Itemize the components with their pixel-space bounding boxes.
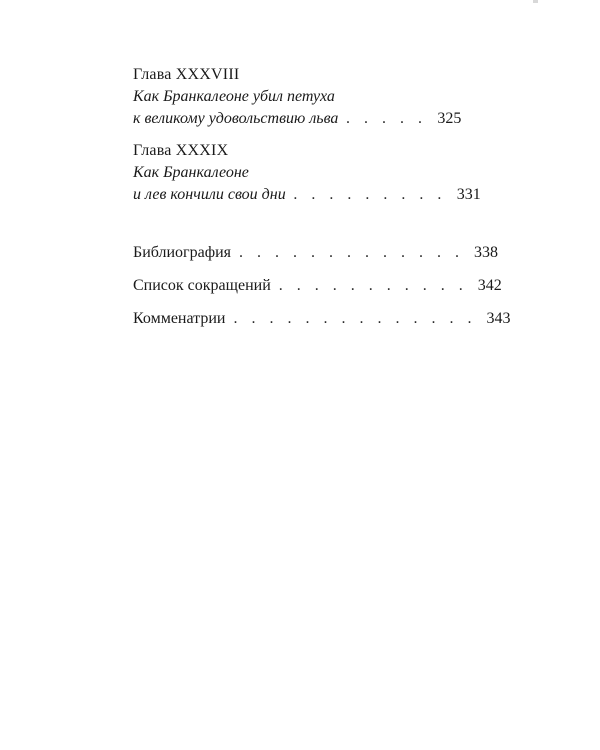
chapter-title-line: и лев кончили свои дни [133, 186, 286, 203]
chapter-title-row [133, 108, 461, 130]
page-number: 342 [477, 277, 502, 294]
chapter-title-row [133, 184, 481, 206]
toc-entry-commentary[interactable] [133, 308, 511, 330]
dot-leader: . . . . . . . . . [293, 186, 447, 203]
chapter-title-line: Как Бранкалеоне [133, 164, 249, 181]
dot-leader: . . . . . [346, 110, 428, 127]
chapter-heading: Глава XXXIX [133, 142, 229, 159]
page-number: 343 [486, 310, 511, 327]
chapter-title-line: к великому удовольствию льва [133, 110, 339, 127]
dot-leader: . . . . . . . . . . . . . . [233, 310, 477, 327]
page-number: 331 [456, 186, 481, 203]
page-corner-mark [533, 0, 538, 3]
section-spacer [133, 216, 461, 242]
page-number: 325 [437, 110, 462, 127]
dot-leader: . . . . . . . . . . . . . [239, 244, 464, 261]
chapter-title-line: Как Бранкалеоне убил петуха [133, 88, 335, 105]
page-number: 338 [474, 244, 498, 261]
table-of-contents [133, 64, 511, 341]
dot-leader: . . . . . . . . . . . [278, 277, 468, 294]
section-label: Список сокращений [133, 277, 271, 294]
section-label: Комменатрии [133, 310, 226, 327]
toc-back-matter [133, 242, 511, 330]
toc-entry-chapter-39[interactable] [133, 140, 481, 206]
toc-entry-chapter-38[interactable] [133, 64, 461, 130]
chapter-heading: Глава XXXVIII [133, 66, 240, 83]
toc-entry-bibliography[interactable] [133, 242, 498, 264]
section-label: Библиография [133, 244, 231, 261]
toc-entry-abbreviations[interactable] [133, 275, 502, 297]
